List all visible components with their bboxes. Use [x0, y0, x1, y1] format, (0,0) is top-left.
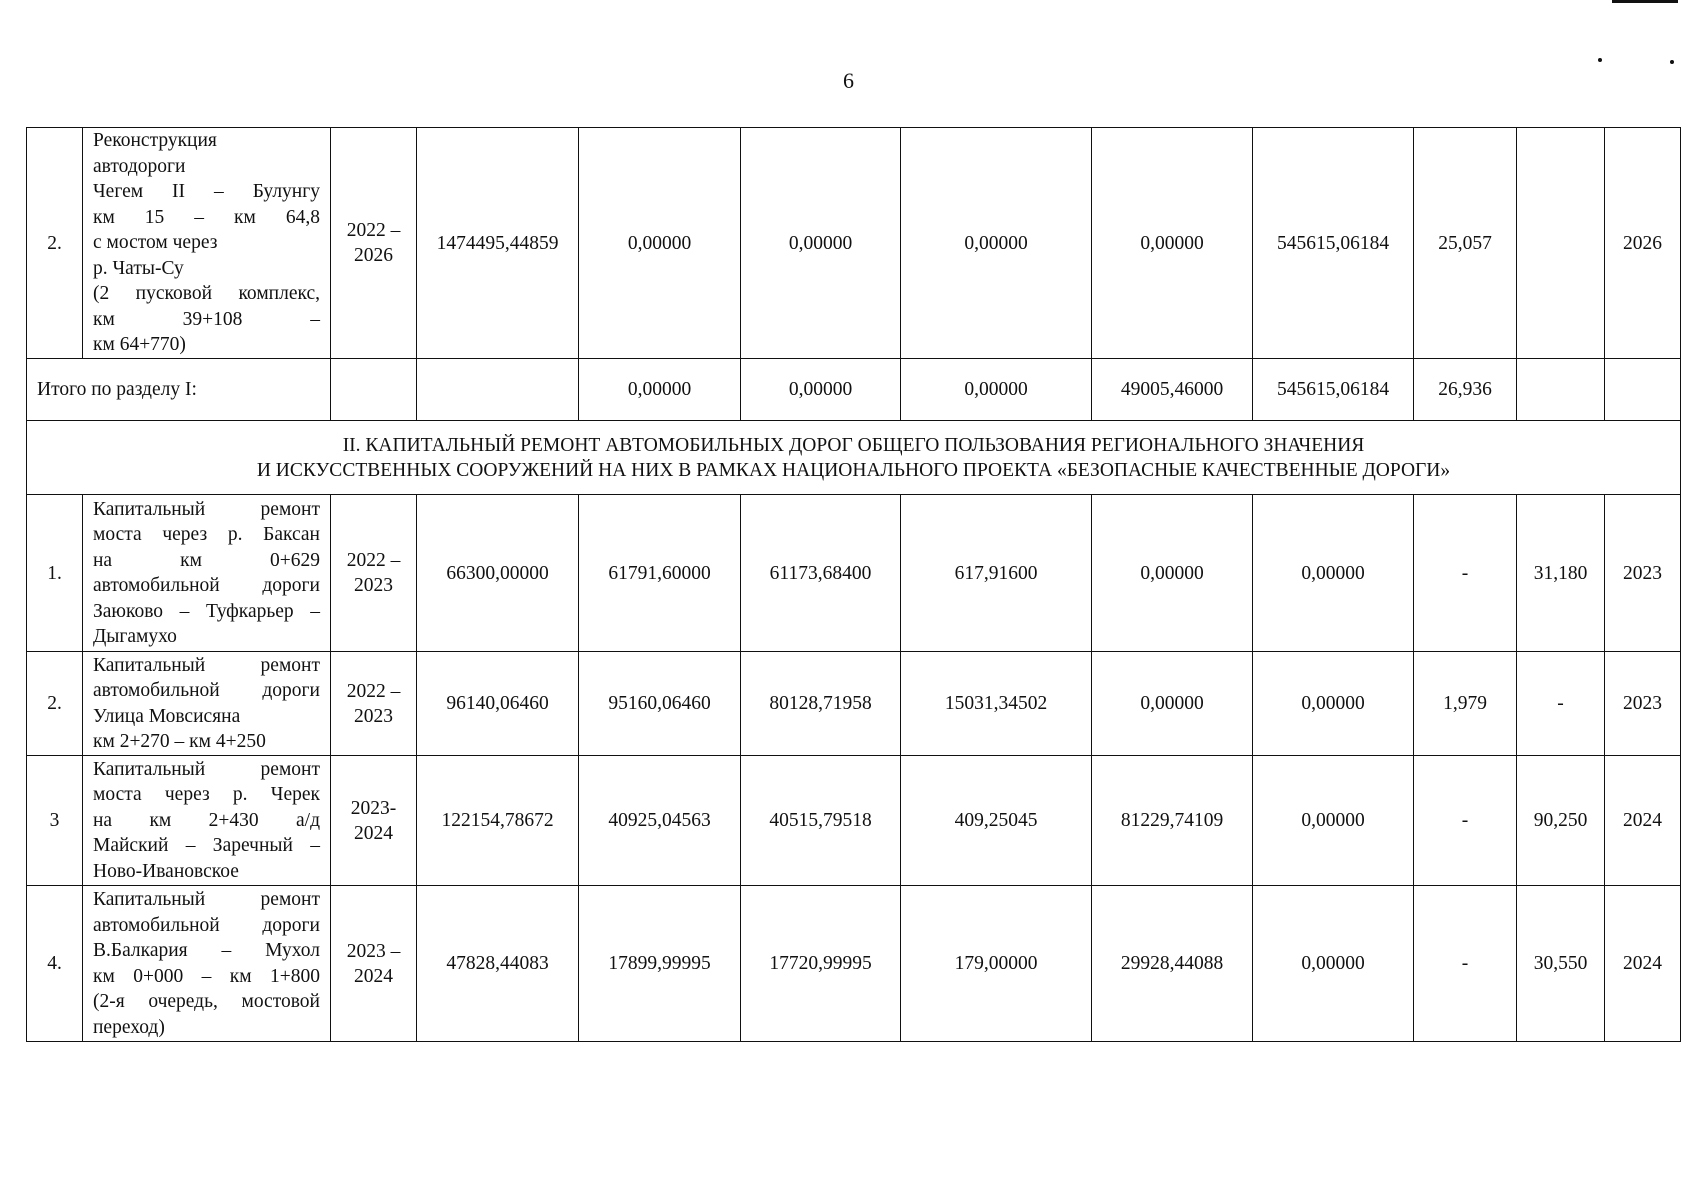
value-cell: -	[1517, 652, 1605, 756]
projects-table	[26, 127, 1681, 1042]
value-cell: 47828,44083	[417, 886, 579, 1042]
value-cell: 0,00000	[901, 359, 1092, 421]
total-row	[27, 359, 1681, 421]
value-cell: 0,00000	[579, 359, 741, 421]
section-header-row	[27, 421, 1681, 495]
total-label: Итого по разделу I:	[27, 359, 331, 421]
value-cell: 1,979	[1414, 652, 1517, 756]
value-cell: 0,00000	[1253, 886, 1414, 1042]
value-cell: 96140,06460	[417, 652, 579, 756]
years-cell: 2023 – 2024	[331, 886, 417, 1042]
table-row	[27, 652, 1681, 756]
value-cell	[417, 359, 579, 421]
value-cell: 0,00000	[1253, 756, 1414, 886]
row-number: 2.	[27, 652, 83, 756]
scan-mark-dot	[1670, 60, 1674, 64]
value-cell: -	[1414, 756, 1517, 886]
value-cell: 545615,06184	[1253, 359, 1414, 421]
value-cell: 1474495,44859	[417, 128, 579, 359]
value-cell: 30,550	[1517, 886, 1605, 1042]
table-row	[27, 756, 1681, 886]
value-cell: 61791,60000	[579, 495, 741, 652]
value-cell: 0,00000	[901, 128, 1092, 359]
value-cell: 0,00000	[741, 128, 901, 359]
value-cell: 40925,04563	[579, 756, 741, 886]
value-cell: 40515,79518	[741, 756, 901, 886]
value-cell: 26,936	[1414, 359, 1517, 421]
object-name: Капитальный ремонт моста через р. Черек на км 2+430 а/д Майский – Заречный – Ново-Ивановское	[83, 756, 331, 886]
value-cell: 2026	[1605, 128, 1681, 359]
value-cell: 2023	[1605, 652, 1681, 756]
years-cell: 2023- 2024	[331, 756, 417, 886]
value-cell: 80128,71958	[741, 652, 901, 756]
value-cell	[1517, 128, 1605, 359]
value-cell: 0,00000	[741, 359, 901, 421]
section-title: II. КАПИТАЛЬНЫЙ РЕМОНТ АВТОМОБИЛЬНЫХ ДОРОГ ОБЩЕГО ПОЛЬЗОВАНИЯ РЕГИОНАЛЬНОГО ЗНАЧЕНИЯ И ИСКУССТВЕННЫХ СООРУЖЕНИЙ НА НИХ В РАМКАХ НАЦИОНАЛЬНОГО ПРОЕКТА «БЕЗОПАСНЫЕ КАЧЕСТВЕННЫЕ ДОРОГИ»	[27, 421, 1681, 495]
value-cell: 2024	[1605, 756, 1681, 886]
table-row	[27, 886, 1681, 1042]
object-name: Капитальный ремонт автомобильной дороги Улица Мовсисяна км 2+270 – км 4+250	[83, 652, 331, 756]
object-name: Капитальный ремонт автомобильной дороги В.Балкария – Мухол км 0+000 – км 1+800 (2-я очередь, мостовой переход)	[83, 886, 331, 1042]
row-number: 1.	[27, 495, 83, 652]
value-cell: 0,00000	[1092, 495, 1253, 652]
value-cell	[1605, 359, 1681, 421]
years-cell: 2022 – 2026	[331, 128, 417, 359]
object-name: Реконструкция автодороги Чегем II – Булунгу км 15 – км 64,8 с мостом через р. Чаты-Су (2 пусковой комплекс, км 39+108 – км 64+770)	[83, 128, 331, 359]
value-cell: 17720,99995	[741, 886, 901, 1042]
years-cell: 2022 – 2023	[331, 495, 417, 652]
page-number: 6	[843, 68, 854, 93]
object-name: Капитальный ремонт моста через р. Баксан на км 0+629 автомобильной дороги Заюково – Туфкарьер – Дыгамухо	[83, 495, 331, 652]
row-number: 4.	[27, 886, 83, 1042]
value-cell: 0,00000	[1253, 652, 1414, 756]
value-cell: -	[1414, 495, 1517, 652]
value-cell: 81229,74109	[1092, 756, 1253, 886]
table-row	[27, 495, 1681, 652]
value-cell: 49005,46000	[1092, 359, 1253, 421]
value-cell: 122154,78672	[417, 756, 579, 886]
value-cell: 61173,68400	[741, 495, 901, 652]
years-cell: 2022 – 2023	[331, 652, 417, 756]
scan-mark-dot	[1598, 58, 1602, 62]
value-cell: 0,00000	[1092, 652, 1253, 756]
value-cell: 25,057	[1414, 128, 1517, 359]
value-cell: 0,00000	[1253, 495, 1414, 652]
row-number: 3	[27, 756, 83, 886]
value-cell: 617,91600	[901, 495, 1092, 652]
value-cell: 2024	[1605, 886, 1681, 1042]
value-cell: 90,250	[1517, 756, 1605, 886]
value-cell: 95160,06460	[579, 652, 741, 756]
value-cell: 545615,06184	[1253, 128, 1414, 359]
value-cell: 29928,44088	[1092, 886, 1253, 1042]
table-row	[27, 128, 1681, 359]
value-cell: 15031,34502	[901, 652, 1092, 756]
scan-mark-line	[1612, 0, 1678, 3]
value-cell: -	[1414, 886, 1517, 1042]
value-cell: 31,180	[1517, 495, 1605, 652]
value-cell: 0,00000	[1092, 128, 1253, 359]
value-cell: 66300,00000	[417, 495, 579, 652]
value-cell: 2023	[1605, 495, 1681, 652]
value-cell: 17899,99995	[579, 886, 741, 1042]
value-cell: 0,00000	[579, 128, 741, 359]
row-number: 2.	[27, 128, 83, 359]
value-cell	[331, 359, 417, 421]
value-cell	[1517, 359, 1605, 421]
value-cell: 179,00000	[901, 886, 1092, 1042]
value-cell: 409,25045	[901, 756, 1092, 886]
